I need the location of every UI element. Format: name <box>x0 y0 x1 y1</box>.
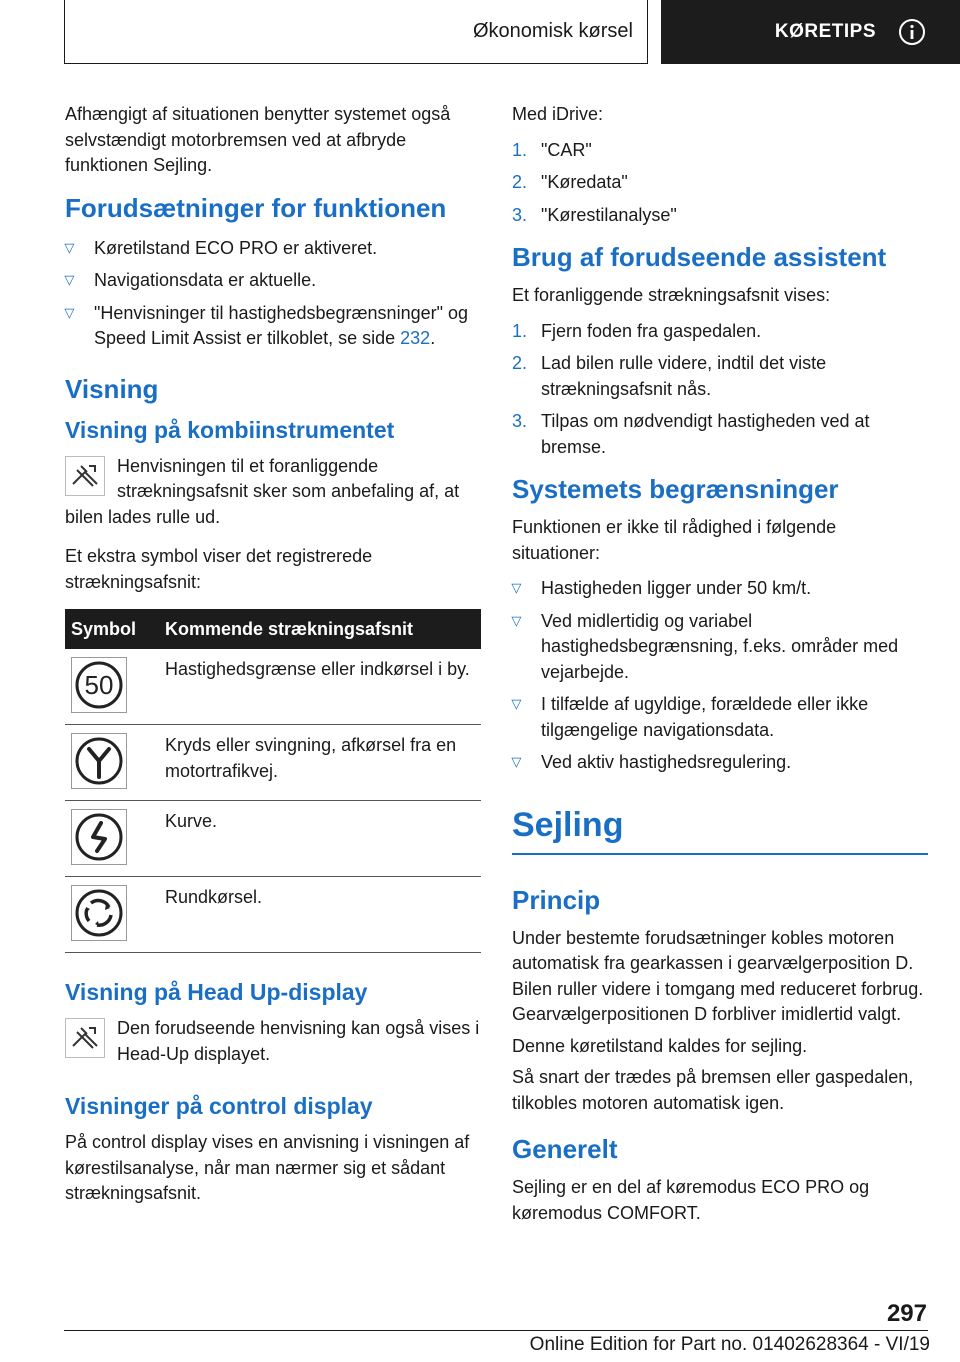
table-header-section: Kommende strækningsafsnit <box>159 609 481 649</box>
list-item <box>65 301 481 352</box>
list-item: ▷ Ved midlertidig og variabel hastighedsbegrænsning, f.eks. områder med vejarbejde. <box>512 609 928 686</box>
limits-list <box>512 576 928 776</box>
list-item: 1. Fjern foden fra gaspedalen. <box>512 320 762 341</box>
table-row <box>65 877 481 953</box>
coasting-car-icon <box>65 456 105 496</box>
cluster-text: Henvisningen til et foranliggende strækningsafsnit sker som anbefaling af, at bilen lades rulle ud. <box>65 455 460 527</box>
page-number: 297 <box>886 1300 927 1327</box>
idrive-steps <box>512 138 928 229</box>
table-header-symbol: Symbol <box>65 609 159 649</box>
header-section-title: Økonomisk kørsel <box>472 20 633 42</box>
list-item: ▷ Køretilstand ECO PRO er aktiveret. <box>65 236 481 262</box>
idrive-intro: Med iDrive: <box>512 104 604 124</box>
use-intro: Et foranliggende strækningsafsnit vises: <box>512 285 831 305</box>
right-column <box>512 102 928 1240</box>
step-text: Fjern foden fra gaspedalen. <box>541 320 762 341</box>
footer-rule <box>64 1330 928 1331</box>
list-item: ▷ Ved aktiv hastighedsregulering. <box>512 750 928 776</box>
general-paragraph: Sejling er en del af køremodus ECO PRO og køremodus COMFORT. <box>512 1177 870 1223</box>
list-item: 2. "Køredata" <box>512 172 628 192</box>
table-header-row <box>65 609 481 649</box>
list-item: 2. Lad bilen rulle videre, indtil det viste strækningsafsnit nås. <box>512 353 827 399</box>
display-heading: Visning <box>65 373 159 404</box>
table-row <box>65 801 481 877</box>
info-icon <box>898 18 926 46</box>
speed-sign-value: 50 <box>84 670 114 700</box>
table-cell-text: Hastighedsgrænse eller indkørsel i by. <box>159 649 481 725</box>
table-row <box>65 649 481 725</box>
table-row <box>65 725 481 801</box>
hud-text: Den forudseende henvisning kan også vises i Head-Up displayet. <box>117 1018 480 1064</box>
general-heading: Generelt <box>512 1134 618 1164</box>
step-text: "Køredata" <box>541 172 628 192</box>
table-cell-text: Kryds eller svingning, afkørsel fra en motortrafikvej. <box>159 725 481 801</box>
extra-symbol-paragraph: Et ekstra symbol viser det registrerede strækningsafsnit: <box>65 546 373 592</box>
list-item: 1. "CAR" <box>512 139 592 160</box>
list-item-text: "Henvisninger til hastighedsbegrænsninger" og Speed Limit Assist er tilkoblet, se side <box>94 302 469 348</box>
principle-heading: Princip <box>512 884 601 915</box>
limits-intro: Funktionen er ikke til rådighed i følgende situationer: <box>512 517 837 563</box>
list-item: ▷ I tilfælde af ugyldige, forældede eller ikke tilgængelige navigationsdata. <box>512 692 928 743</box>
step-text: Lad bilen rulle videre, indtil det viste strækningsafsnit nås. <box>541 353 827 399</box>
list-item: 3. Tilpas om nødvendigt hastigheden ved at bremse. <box>512 411 870 457</box>
intro-paragraph: Afhængigt af situationen benytter systemet også selvstændigt motorbremsen ved at afbryde funktionen Sejling. <box>65 104 451 175</box>
list-item: ▷ Navigationsdata er aktuelle. <box>65 268 481 294</box>
prereq-heading: Forudsætninger for funktionen <box>65 192 447 223</box>
list-item-end: . <box>430 328 436 348</box>
table-cell-text: Kurve. <box>159 801 481 877</box>
speed-limit-50-icon <box>71 657 127 713</box>
control-display-paragraph: På control display vises en anvisning i visningen af kørestilsanalyse, når man nærmer sig et sådant strækningsafsnit. <box>65 1132 470 1203</box>
limits-heading: Systemets begrænsninger <box>512 474 839 504</box>
control-display-heading: Visninger på control display <box>65 1093 373 1119</box>
roundabout-icon <box>71 885 127 941</box>
page-link[interactable]: 232 <box>400 328 431 348</box>
cluster-heading: Visning på kombiinstrumentet <box>65 416 395 443</box>
footer-edition: Online Edition for Part no. 01402628364 - VI/19 <box>529 1334 930 1355</box>
prereq-list <box>65 236 481 352</box>
hud-heading: Visning på Head Up-display <box>65 979 368 1005</box>
list-item: ▷ Hastigheden ligger under 50 km/t. <box>512 576 928 602</box>
table-cell-text: Rundkørsel. <box>159 877 481 953</box>
sail-heading: Sejling <box>512 805 624 844</box>
principle-paragraph-2: Denne køretilstand kaldes for sejling. <box>512 1035 808 1056</box>
step-text: Tilpas om nødvendigt hastigheden ved at bremse. <box>541 411 870 457</box>
header-chapter-title: KØRETIPS <box>774 21 876 42</box>
principle-paragraph-3: Så snart der trædes på bremsen eller gaspedalen, tilkobles motoren automatisk igen. <box>512 1067 914 1113</box>
principle-paragraph: Under bestemte forudsætninger kobles motoren automatisk fra gearkassen i gearvælgerposition D. Bilen ruller videre i tomgang med reduceret forbrug. Gearvælgerpositionen D forbliver imidlertid valgt. <box>512 927 924 1024</box>
step-text: "Kørestilanalyse" <box>541 204 677 225</box>
step-text: "CAR" <box>541 139 592 160</box>
heading-rule <box>512 853 928 855</box>
cluster-paragraph <box>65 454 481 531</box>
curve-icon <box>71 809 127 865</box>
junction-icon <box>71 733 127 789</box>
use-steps <box>512 319 928 461</box>
header-section-tab <box>64 0 648 64</box>
coasting-car-icon <box>65 1018 105 1058</box>
list-item: 3. "Kørestilanalyse" <box>512 204 677 225</box>
left-column <box>65 102 481 1221</box>
header-chapter-tab <box>661 0 960 64</box>
use-heading: Brug af forudseende assistent <box>512 242 887 272</box>
symbol-table <box>65 609 481 953</box>
hud-paragraph <box>65 1016 481 1067</box>
